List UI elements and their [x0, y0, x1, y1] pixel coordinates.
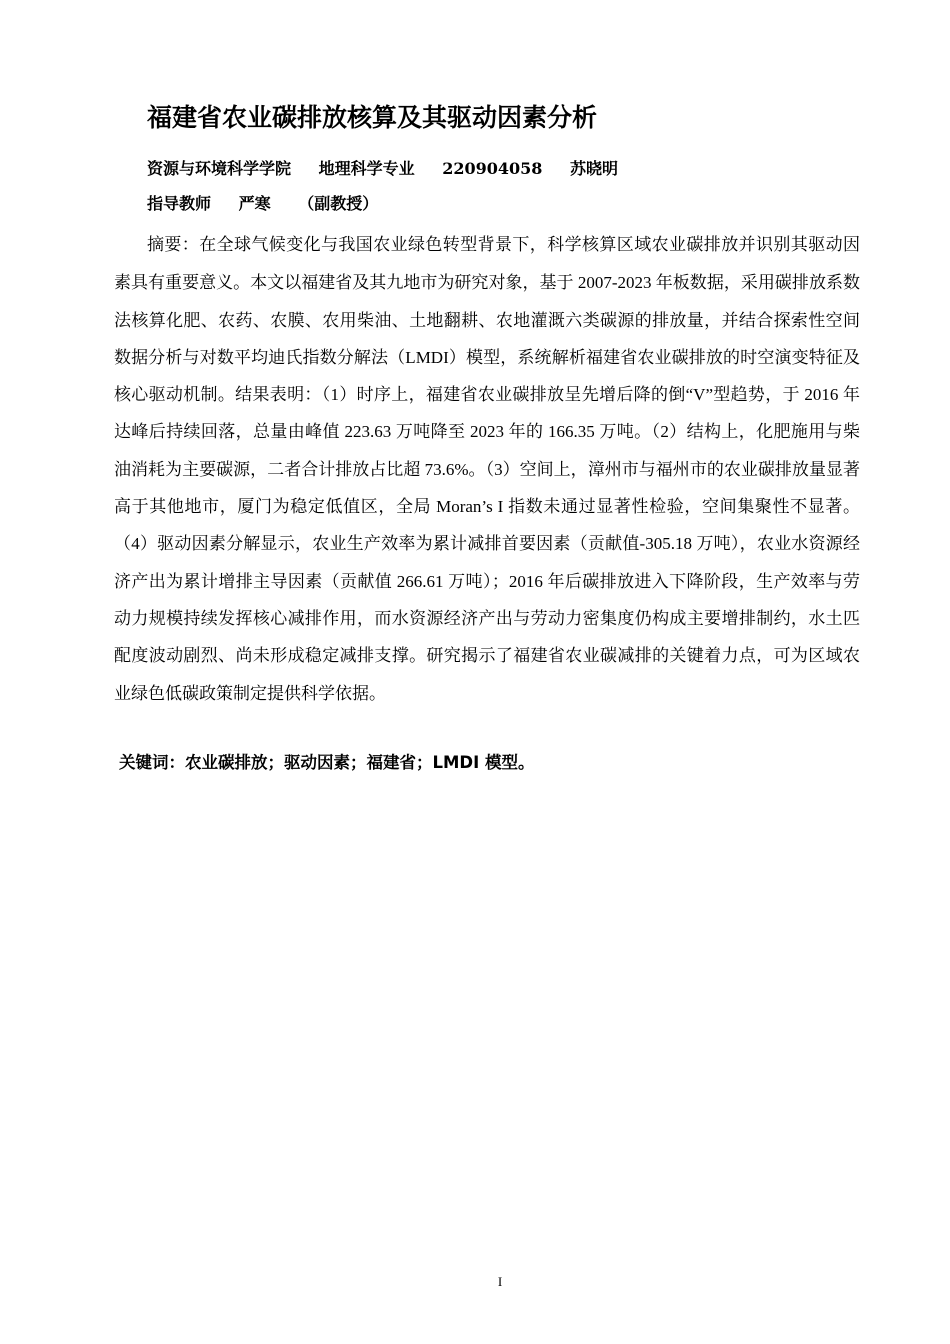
advisor-label: 指导教师 [147, 194, 212, 213]
school-name: 资源与环境科学学院 [147, 159, 292, 178]
author-line [147, 157, 618, 181]
advisor-name: 严寒 [238, 194, 271, 213]
abstract-text: 在全球气候变化与我国农业绿色转型背景下，科学核算区域农业碳排放并识别其驱动因素具有重要意义。本文以福建省及其九地市为研究对象，基于 2007-2023 年板数据，采用碳排放系数法核算化肥、农药、农膜、农用柴油、土地翻耕、农地灌溉六类碳源的排放量，并结合探索性空间数据分析与对数平均迪氏指数分解法（LMDI）模型，系统解析福建省农业碳排放的时空演变特征及核心驱动机制。结果表明：（1）时序上，福建省农业碳排放呈先增后降的倒“V”型趋势，于 2016 年达峰后持续回落，总量由峰值 223.63 万吨降至 2023 年的 166.35 万吨。（2）结构上，化肥施用与柴油消耗为主要碳源，二者合计排放占比超 73.6%。（3）空间上，漳州市与福州市的农业碳排放量显著高于其他地市，厦门为稳定低值区，全局 Moran’s I 指数未通过显著性检验，空间集聚性不显著。（4）驱动因素分解显示，农业生产效率为累计减排首要因素（贡献值-305.18 万吨），农业水资源经济产出为累计增排主导因素（贡献值 266.61 万吨）；2016 年后碳排放进入下降阶段，生产效率与劳动力规模持续发挥核心减排作用，而水资源经济产出与劳动力密集度仍构成主要增排制约，水土匹配度波动剧烈、尚未形成稳定减排支撑。研究揭示了福建省农业碳减排的关键着力点，可为区域农业绿色低碳政策制定提供科学依据。 [114, 235, 861, 703]
advisor-title: （副教授） [298, 194, 379, 213]
page-number: I [497, 1274, 503, 1289]
advisor-line [147, 192, 378, 216]
abstract-paragraph [114, 226, 860, 712]
paper-title: 福建省农业碳排放核算及其驱动因素分析 [147, 103, 598, 132]
abstract-label: 摘要： [147, 235, 200, 255]
keywords-text: 农业碳排放；驱动因素；福建省；LMDI 模型。 [185, 753, 535, 772]
student-id: 220904058 [442, 159, 543, 178]
author-name: 苏晓明 [569, 159, 618, 178]
major-name: 地理科学专业 [318, 159, 415, 178]
keywords-line [119, 748, 535, 778]
keywords-label: 关键词： [119, 753, 185, 772]
